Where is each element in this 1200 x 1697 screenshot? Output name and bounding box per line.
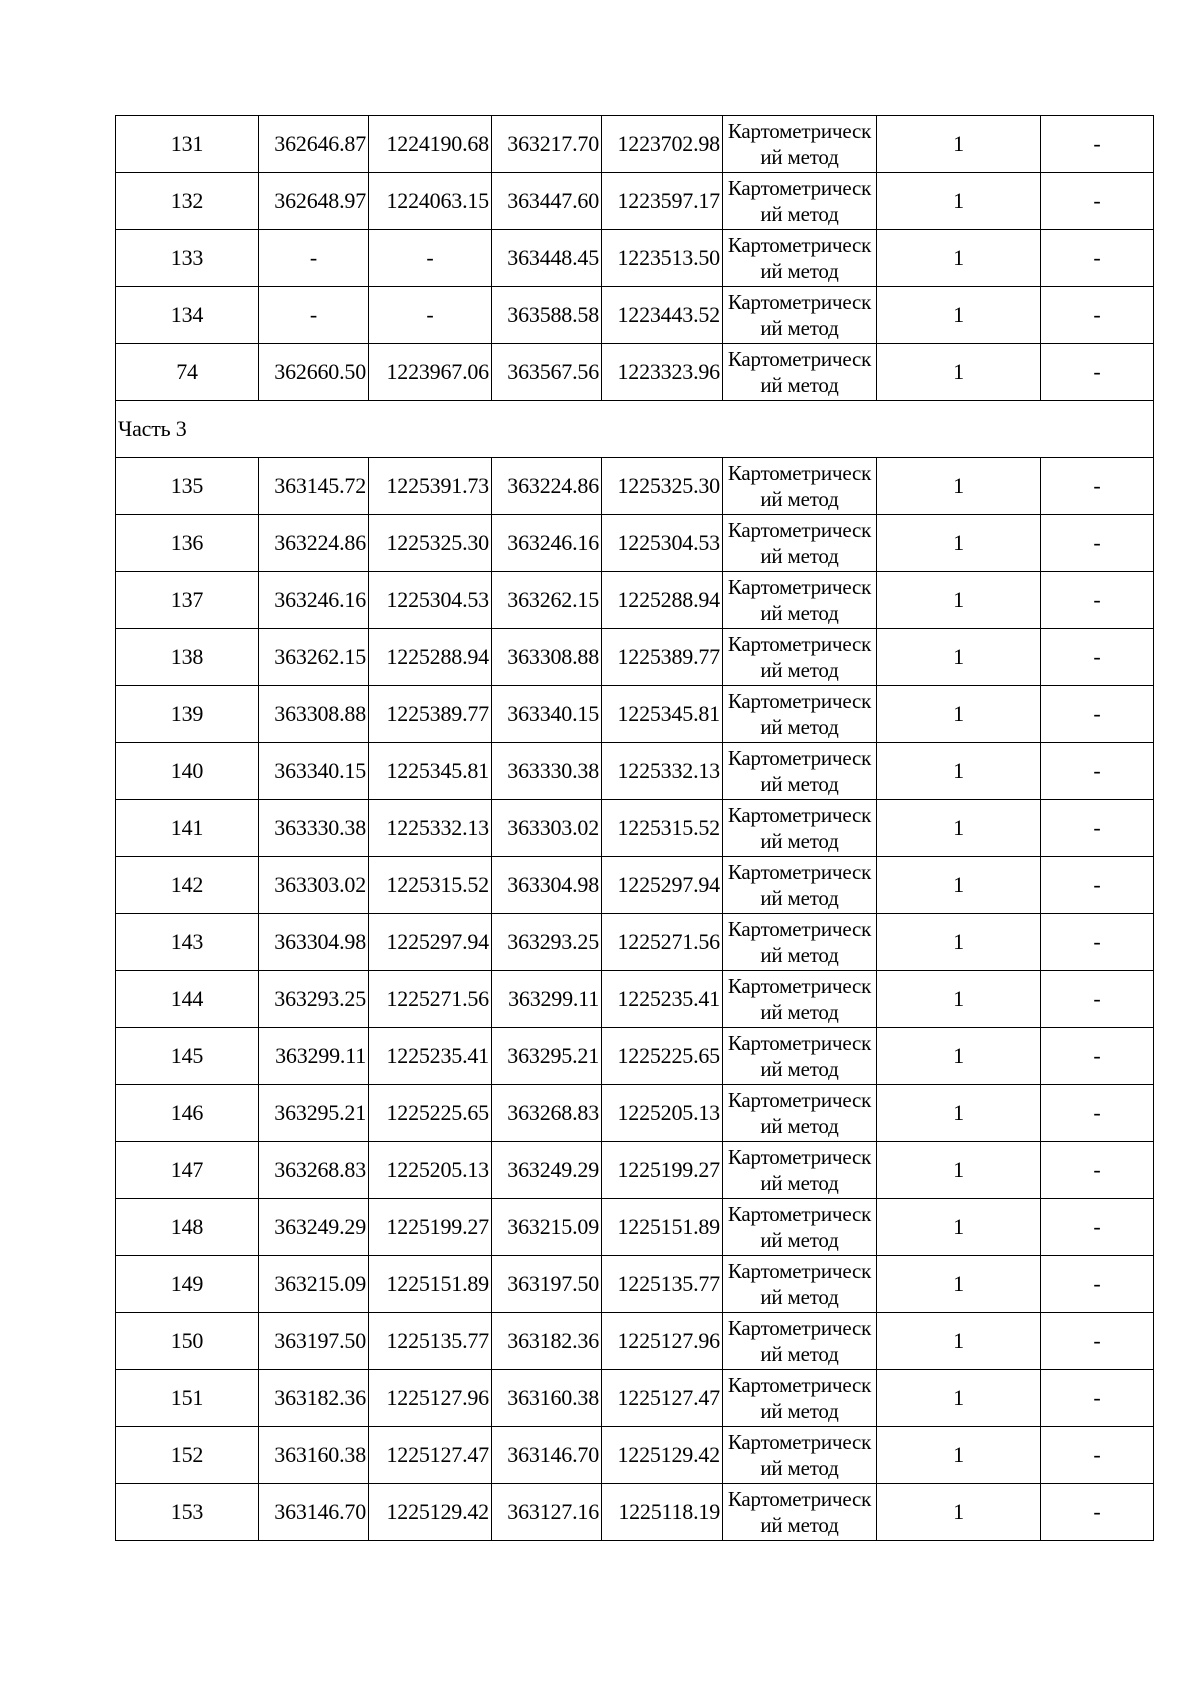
- point-number-cell: 150: [116, 1313, 259, 1370]
- specified-x-cell: 363249.29: [492, 1142, 602, 1199]
- existing-y-cell: 1225127.96: [369, 1370, 492, 1427]
- specified-y-cell: 1225199.27: [602, 1142, 723, 1199]
- method-cell: Картометрический метод: [723, 116, 877, 173]
- table-row: [116, 572, 1154, 629]
- coordinates-table: [115, 115, 1154, 1541]
- description-cell: -: [1041, 800, 1154, 857]
- description-cell: -: [1041, 1085, 1154, 1142]
- accuracy-cell: 1: [877, 230, 1041, 287]
- existing-y-cell: 1225205.13: [369, 1142, 492, 1199]
- point-number-cell: 152: [116, 1427, 259, 1484]
- existing-y-cell: 1225129.42: [369, 1484, 492, 1541]
- existing-y-cell: 1225151.89: [369, 1256, 492, 1313]
- existing-y-cell: 1225325.30: [369, 515, 492, 572]
- table-row: [116, 1085, 1154, 1142]
- point-number-cell: 143: [116, 914, 259, 971]
- specified-x-cell: 363197.50: [492, 1256, 602, 1313]
- specified-x-cell: 363295.21: [492, 1028, 602, 1085]
- point-number-cell: 132: [116, 173, 259, 230]
- specified-x-cell: 363217.70: [492, 116, 602, 173]
- specified-y-cell: 1225271.56: [602, 914, 723, 971]
- point-number-cell: 131: [116, 116, 259, 173]
- existing-x-cell: 363215.09: [259, 1256, 369, 1313]
- table-row: [116, 1142, 1154, 1199]
- existing-y-cell: 1225271.56: [369, 971, 492, 1028]
- specified-y-cell: 1225151.89: [602, 1199, 723, 1256]
- method-cell: Картометрический метод: [723, 230, 877, 287]
- table-row: [116, 971, 1154, 1028]
- existing-x-cell: 363268.83: [259, 1142, 369, 1199]
- specified-x-cell: 363146.70: [492, 1427, 602, 1484]
- point-number-cell: 142: [116, 857, 259, 914]
- specified-y-cell: 1225225.65: [602, 1028, 723, 1085]
- existing-x-cell: 362660.50: [259, 344, 369, 401]
- existing-y-cell: 1225297.94: [369, 914, 492, 971]
- existing-y-cell: 1225304.53: [369, 572, 492, 629]
- table-row: [116, 116, 1154, 173]
- existing-y-cell: 1224063.15: [369, 173, 492, 230]
- accuracy-cell: 1: [877, 344, 1041, 401]
- table-row: [116, 1028, 1154, 1085]
- specified-x-cell: 363127.16: [492, 1484, 602, 1541]
- method-cell: Картометрический метод: [723, 800, 877, 857]
- description-cell: -: [1041, 1199, 1154, 1256]
- existing-x-cell: 363330.38: [259, 800, 369, 857]
- description-cell: -: [1041, 857, 1154, 914]
- specified-y-cell: 1225127.96: [602, 1313, 723, 1370]
- existing-y-cell: 1225127.47: [369, 1427, 492, 1484]
- table-row: [116, 1484, 1154, 1541]
- description-cell: -: [1041, 1256, 1154, 1313]
- accuracy-cell: 1: [877, 1484, 1041, 1541]
- description-cell: -: [1041, 629, 1154, 686]
- existing-x-cell: 363293.25: [259, 971, 369, 1028]
- specified-y-cell: 1225325.30: [602, 458, 723, 515]
- method-cell: Картометрический метод: [723, 686, 877, 743]
- accuracy-cell: 1: [877, 1427, 1041, 1484]
- table-row: [116, 1256, 1154, 1313]
- description-cell: -: [1041, 1427, 1154, 1484]
- point-number-cell: 153: [116, 1484, 259, 1541]
- table-row: [116, 914, 1154, 971]
- table-row: [116, 1313, 1154, 1370]
- point-number-cell: 151: [116, 1370, 259, 1427]
- specified-x-cell: 363224.86: [492, 458, 602, 515]
- existing-x-cell: 363197.50: [259, 1313, 369, 1370]
- point-number-cell: 138: [116, 629, 259, 686]
- existing-y-cell: 1224190.68: [369, 116, 492, 173]
- point-number-cell: 145: [116, 1028, 259, 1085]
- specified-x-cell: 363340.15: [492, 686, 602, 743]
- existing-y-cell: 1225235.41: [369, 1028, 492, 1085]
- existing-y-cell: 1225389.77: [369, 686, 492, 743]
- specified-y-cell: 1223323.96: [602, 344, 723, 401]
- point-number-cell: 133: [116, 230, 259, 287]
- method-cell: Картометрический метод: [723, 1484, 877, 1541]
- method-cell: Картометрический метод: [723, 971, 877, 1028]
- existing-y-cell: 1225315.52: [369, 857, 492, 914]
- specified-y-cell: 1225345.81: [602, 686, 723, 743]
- specified-x-cell: 363304.98: [492, 857, 602, 914]
- accuracy-cell: 1: [877, 743, 1041, 800]
- section-row: [116, 401, 1154, 458]
- existing-x-cell: 363308.88: [259, 686, 369, 743]
- method-cell: Картометрический метод: [723, 1085, 877, 1142]
- table-row: [116, 515, 1154, 572]
- specified-y-cell: 1225129.42: [602, 1427, 723, 1484]
- point-number-cell: 149: [116, 1256, 259, 1313]
- table-row: [116, 173, 1154, 230]
- specified-x-cell: 363308.88: [492, 629, 602, 686]
- method-cell: Картометрический метод: [723, 458, 877, 515]
- existing-y-cell: 1225199.27: [369, 1199, 492, 1256]
- point-number-cell: 137: [116, 572, 259, 629]
- table-row: [116, 629, 1154, 686]
- existing-x-cell: 363160.38: [259, 1427, 369, 1484]
- specified-x-cell: 363160.38: [492, 1370, 602, 1427]
- existing-x-cell: -: [259, 287, 369, 344]
- specified-x-cell: 363299.11: [492, 971, 602, 1028]
- existing-y-cell: -: [369, 287, 492, 344]
- table-row: [116, 1370, 1154, 1427]
- specified-x-cell: 363567.56: [492, 344, 602, 401]
- table-row: [116, 743, 1154, 800]
- point-number-cell: 148: [116, 1199, 259, 1256]
- table-row: [116, 1199, 1154, 1256]
- description-cell: -: [1041, 116, 1154, 173]
- specified-x-cell: 363268.83: [492, 1085, 602, 1142]
- accuracy-cell: 1: [877, 458, 1041, 515]
- existing-x-cell: 363299.11: [259, 1028, 369, 1085]
- specified-y-cell: 1225205.13: [602, 1085, 723, 1142]
- specified-y-cell: 1225135.77: [602, 1256, 723, 1313]
- method-cell: Картометрический метод: [723, 344, 877, 401]
- point-number-cell: 147: [116, 1142, 259, 1199]
- description-cell: -: [1041, 344, 1154, 401]
- method-cell: Картометрический метод: [723, 515, 877, 572]
- method-cell: Картометрический метод: [723, 173, 877, 230]
- method-cell: Картометрический метод: [723, 1199, 877, 1256]
- existing-y-cell: 1225391.73: [369, 458, 492, 515]
- existing-x-cell: 363249.29: [259, 1199, 369, 1256]
- description-cell: -: [1041, 743, 1154, 800]
- existing-y-cell: 1225135.77: [369, 1313, 492, 1370]
- specified-y-cell: 1223702.98: [602, 116, 723, 173]
- point-number-cell: 140: [116, 743, 259, 800]
- specified-x-cell: 363303.02: [492, 800, 602, 857]
- accuracy-cell: 1: [877, 287, 1041, 344]
- specified-y-cell: 1225297.94: [602, 857, 723, 914]
- specified-x-cell: 363588.58: [492, 287, 602, 344]
- existing-x-cell: 362648.97: [259, 173, 369, 230]
- table-row: [116, 230, 1154, 287]
- description-cell: -: [1041, 515, 1154, 572]
- method-cell: Картометрический метод: [723, 572, 877, 629]
- method-cell: Картометрический метод: [723, 629, 877, 686]
- specified-y-cell: 1225389.77: [602, 629, 723, 686]
- specified-x-cell: 363293.25: [492, 914, 602, 971]
- accuracy-cell: 1: [877, 1370, 1041, 1427]
- point-number-cell: 134: [116, 287, 259, 344]
- description-cell: -: [1041, 1028, 1154, 1085]
- accuracy-cell: 1: [877, 800, 1041, 857]
- description-cell: -: [1041, 458, 1154, 515]
- existing-x-cell: 363146.70: [259, 1484, 369, 1541]
- existing-x-cell: 363303.02: [259, 857, 369, 914]
- table-row: [116, 1427, 1154, 1484]
- accuracy-cell: 1: [877, 971, 1041, 1028]
- specified-y-cell: 1223597.17: [602, 173, 723, 230]
- specified-y-cell: 1225315.52: [602, 800, 723, 857]
- section-title: Часть 3: [116, 401, 1154, 458]
- specified-x-cell: 363330.38: [492, 743, 602, 800]
- description-cell: -: [1041, 971, 1154, 1028]
- description-cell: -: [1041, 173, 1154, 230]
- table-row: [116, 344, 1154, 401]
- description-cell: -: [1041, 1313, 1154, 1370]
- accuracy-cell: 1: [877, 629, 1041, 686]
- point-number-cell: 141: [116, 800, 259, 857]
- accuracy-cell: 1: [877, 686, 1041, 743]
- table-row: [116, 287, 1154, 344]
- specified-x-cell: 363215.09: [492, 1199, 602, 1256]
- specified-y-cell: 1225332.13: [602, 743, 723, 800]
- method-cell: Картометрический метод: [723, 1313, 877, 1370]
- accuracy-cell: 1: [877, 857, 1041, 914]
- existing-x-cell: 363295.21: [259, 1085, 369, 1142]
- accuracy-cell: 1: [877, 572, 1041, 629]
- specified-x-cell: 363246.16: [492, 515, 602, 572]
- point-number-cell: 139: [116, 686, 259, 743]
- description-cell: -: [1041, 914, 1154, 971]
- existing-y-cell: 1225345.81: [369, 743, 492, 800]
- point-number-cell: 136: [116, 515, 259, 572]
- accuracy-cell: 1: [877, 173, 1041, 230]
- description-cell: -: [1041, 686, 1154, 743]
- existing-y-cell: 1223967.06: [369, 344, 492, 401]
- description-cell: -: [1041, 1370, 1154, 1427]
- description-cell: -: [1041, 1142, 1154, 1199]
- point-number-cell: 74: [116, 344, 259, 401]
- accuracy-cell: 1: [877, 1199, 1041, 1256]
- specified-x-cell: 363262.15: [492, 572, 602, 629]
- accuracy-cell: 1: [877, 515, 1041, 572]
- method-cell: Картометрический метод: [723, 1142, 877, 1199]
- accuracy-cell: 1: [877, 1085, 1041, 1142]
- existing-x-cell: -: [259, 230, 369, 287]
- specified-y-cell: 1223513.50: [602, 230, 723, 287]
- table-row: [116, 800, 1154, 857]
- existing-x-cell: 363340.15: [259, 743, 369, 800]
- method-cell: Картометрический метод: [723, 914, 877, 971]
- description-cell: -: [1041, 287, 1154, 344]
- table-row: [116, 857, 1154, 914]
- method-cell: Картометрический метод: [723, 857, 877, 914]
- existing-y-cell: 1225332.13: [369, 800, 492, 857]
- method-cell: Картометрический метод: [723, 287, 877, 344]
- specified-y-cell: 1225304.53: [602, 515, 723, 572]
- specified-x-cell: 363182.36: [492, 1313, 602, 1370]
- accuracy-cell: 1: [877, 914, 1041, 971]
- point-number-cell: 144: [116, 971, 259, 1028]
- existing-x-cell: 363304.98: [259, 914, 369, 971]
- accuracy-cell: 1: [877, 1313, 1041, 1370]
- method-cell: Картометрический метод: [723, 1028, 877, 1085]
- existing-x-cell: 362646.87: [259, 116, 369, 173]
- method-cell: Картометрический метод: [723, 1427, 877, 1484]
- existing-x-cell: 363246.16: [259, 572, 369, 629]
- specified-y-cell: 1225288.94: [602, 572, 723, 629]
- description-cell: -: [1041, 1484, 1154, 1541]
- description-cell: -: [1041, 230, 1154, 287]
- specified-x-cell: 363448.45: [492, 230, 602, 287]
- existing-y-cell: -: [369, 230, 492, 287]
- existing-y-cell: 1225288.94: [369, 629, 492, 686]
- table-row: [116, 686, 1154, 743]
- coordinates-table-body: [116, 116, 1154, 1541]
- specified-y-cell: 1223443.52: [602, 287, 723, 344]
- description-cell: -: [1041, 572, 1154, 629]
- existing-x-cell: 363224.86: [259, 515, 369, 572]
- accuracy-cell: 1: [877, 1028, 1041, 1085]
- specified-y-cell: 1225118.19: [602, 1484, 723, 1541]
- existing-y-cell: 1225225.65: [369, 1085, 492, 1142]
- accuracy-cell: 1: [877, 1256, 1041, 1313]
- method-cell: Картометрический метод: [723, 1256, 877, 1313]
- table-row: [116, 458, 1154, 515]
- accuracy-cell: 1: [877, 116, 1041, 173]
- accuracy-cell: 1: [877, 1142, 1041, 1199]
- existing-x-cell: 363145.72: [259, 458, 369, 515]
- specified-x-cell: 363447.60: [492, 173, 602, 230]
- existing-x-cell: 363262.15: [259, 629, 369, 686]
- existing-x-cell: 363182.36: [259, 1370, 369, 1427]
- point-number-cell: 135: [116, 458, 259, 515]
- specified-y-cell: 1225127.47: [602, 1370, 723, 1427]
- specified-y-cell: 1225235.41: [602, 971, 723, 1028]
- method-cell: Картометрический метод: [723, 1370, 877, 1427]
- point-number-cell: 146: [116, 1085, 259, 1142]
- method-cell: Картометрический метод: [723, 743, 877, 800]
